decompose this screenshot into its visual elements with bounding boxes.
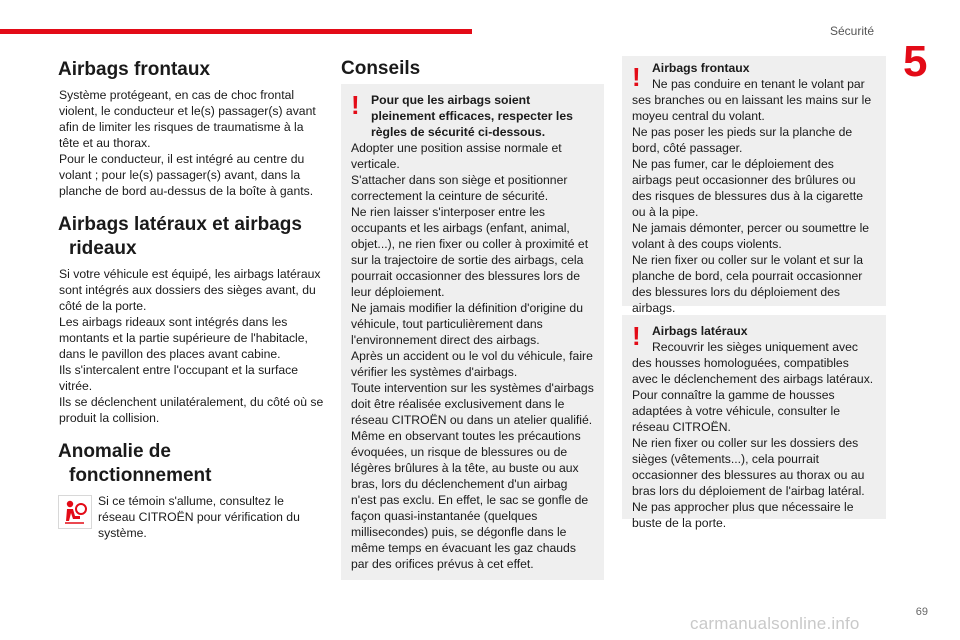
watermark: carmanualsonline.info [690, 614, 860, 633]
advice-box [341, 84, 604, 580]
airbag-warning-icon [58, 495, 92, 529]
chapter-number: 5 [903, 37, 928, 86]
frontal-box-paragraph-0: Ne pas poser les pieds sur la planche de bord, côté passager. [632, 125, 853, 155]
lateral-airbags-heading: Airbags latéraux et airbags rideaux [58, 214, 302, 259]
advice-paragraph-0: Adopter une position assise normale et verticale. [351, 141, 562, 171]
advice-paragraphs [351, 140, 594, 572]
advice-paragraph-3: Ne jamais modifier la définition d'origine du véhicule, tout particulièrement dans l'environnement direct des airbags. [351, 301, 583, 347]
warning-exclamation-icon: ! [632, 62, 641, 92]
frontal-box-paragraphs [632, 124, 876, 316]
advice-paragraph-5: Toute intervention sur les systèmes d'airbags doit être réalisée exclusivement dans le réseau CITROËN ou dans un atelier qualifié. [351, 381, 594, 427]
lateral-box-title: Airbags latéraux [652, 324, 748, 338]
frontal-paragraph-1: Système protégeant, en cas de choc frontal violent, le conducteur et le(s) passager(s) avant afin de limiter les risques de traumatisme à la tête et au thorax. Pour le conducteur, il est intégré au centre du volant ; pour le(s) passager(s) avant, dans la planche de bord au-dessus de la boîte à gants. [59, 88, 316, 198]
frontal-box-lead: Ne pas conduire en tenant le volant par ses branches ou en laissant les mains sur le moyeu central du volant. [632, 77, 872, 123]
frontal-box-title: Airbags frontaux [652, 61, 750, 75]
frontal-box-paragraph-2: Ne jamais démonter, percer ou soumettre le volant à des coups violents. [632, 221, 870, 251]
page-number: 69 [915, 606, 928, 618]
header-accent-bar [0, 29, 472, 34]
lateral-paragraph: Si votre véhicule est équipé, les airbags latéraux sont intégrés aux dossiers des sièges avant, du côté de la porte. Les airbags rideaux sont intégrés dans les montants et la partie supérieure de l'habitacle, dans le pavillon des places avant cabine. Ils s'intercalent entre l'occupant et la surface vitrée. Ils se déclenchent unilatéralement, du côté où se produit la collision. [59, 267, 324, 425]
frontal-airbags-heading: Airbags frontaux [58, 59, 211, 80]
lateral-warning-box [622, 315, 886, 530]
anomaly-heading: Anomalie de fonctionnement [58, 441, 212, 486]
anomaly-text: Si ce témoin s'allume, consultez le réseau CITROËN pour vérification du système. [98, 494, 300, 540]
lateral-box-paragraph-0: Ne rien fixer ou coller sur les dossiers des sièges (vêtements...), cela pourrait occasionner des blessures au thorax ou au bras lors du déploiement de l'airbag latéral. [632, 436, 865, 498]
section-label: Sécurité [829, 24, 874, 38]
lateral-box-paragraph-1: Ne pas approcher plus que nécessaire le buste de la porte. [632, 500, 854, 530]
advice-paragraph-1: S'attacher dans son siège et positionner correctement la ceinture de sécurité. [351, 173, 568, 203]
frontal-box-paragraph-1: Ne pas fumer, car le déploiement des airbags peut occasionner des brûlures ou des risques de blessures dus à la cigarette ou à la pipe. [632, 157, 864, 219]
frontal-warning-box [622, 56, 886, 315]
lateral-box-paragraphs [632, 435, 876, 531]
advice-heading: Conseils [341, 58, 421, 79]
left-column [58, 58, 324, 541]
advice-lead: Pour que les airbags soient pleinement efficaces, respecter les règles de sécurité ci-dessous. [371, 93, 573, 139]
advice-paragraph-6: Même en observant toutes les précautions évoquées, un risque de blessures ou de légères brûlures à la tête, au buste ou aux bras, lors du déclenchement d'un airbag n'est pas exclu. En effet, le sac se gonfle de façon quasi-instantanée (quelques millisecondes) puis, se dégonfle dans le même temps en évacuant les gaz chauds par des orifices prévus à cet effet. [351, 429, 589, 571]
warning-exclamation-icon: ! [632, 321, 641, 351]
anomaly-warning-row [58, 493, 324, 541]
frontal-box-paragraph-3: Ne rien fixer ou coller sur le volant et sur la planche de bord, cela pourrait occasionner des blessures lors du déploiement des airbags. [632, 253, 863, 315]
warning-exclamation-icon: ! [351, 90, 360, 120]
lateral-box-lead: Recouvrir les sièges uniquement avec des housses homologuées, compatibles avec le déclenchement des airbags latéraux. Pour connaître la gamme de housses adaptées à votre véhicule, consulter le réseau CITROËN. [632, 340, 874, 434]
advice-paragraph-2: Ne rien laisser s'interposer entre les occupants et les airbags (enfant, animal, objet...), ne rien fixer ou coller à proximité et sur la trajectoire de sortie des airbags, cela pourrait occasionner des blessures lors de leur déploiement. [351, 205, 589, 299]
advice-paragraph-4: Après un accident ou le vol du véhicule, faire vérifier les systèmes d'airbags. [351, 349, 593, 379]
